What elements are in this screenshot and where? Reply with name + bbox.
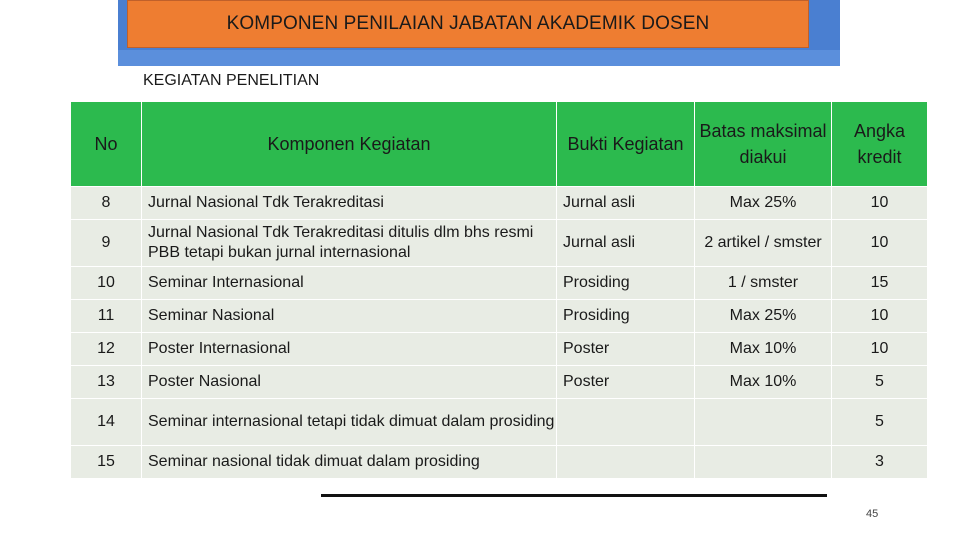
table-row	[71, 300, 928, 333]
cell-no: 13	[71, 366, 142, 399]
cell-angka: 10	[832, 220, 928, 267]
cell-bukti: Poster	[557, 333, 695, 366]
header-bukti: Bukti Kegiatan	[557, 102, 695, 187]
table-row	[71, 267, 928, 300]
credit-table	[70, 101, 928, 479]
cell-angka: 3	[832, 446, 928, 479]
table-row	[71, 399, 928, 446]
cell-no: 10	[71, 267, 142, 300]
table-row	[71, 187, 928, 220]
cell-angka: 10	[832, 333, 928, 366]
cell-angka: 15	[832, 267, 928, 300]
cell-bukti	[557, 446, 695, 479]
cell-bukti: Jurnal asli	[557, 220, 695, 267]
cell-bukti: Prosiding	[557, 300, 695, 333]
cell-no: 9	[71, 220, 142, 267]
cell-no: 11	[71, 300, 142, 333]
cell-komponen: Poster Internasional	[142, 333, 557, 366]
cell-batas: Max 10%	[695, 366, 832, 399]
cell-angka: 5	[832, 399, 928, 446]
cell-batas: Max 25%	[695, 300, 832, 333]
cell-komponen: Jurnal Nasional Tdk Terakreditasi ditulis dlm bhs resmi PBB tetapi bukan jurnal internasional	[142, 220, 557, 267]
table-header-row	[71, 102, 928, 187]
cell-komponen: Seminar internasional tetapi tidak dimuat dalam prosiding	[142, 399, 557, 446]
section-heading: KEGIATAN PENELITIAN	[143, 72, 320, 89]
cell-no: 14	[71, 399, 142, 446]
cell-komponen: Seminar Nasional	[142, 300, 557, 333]
header-batas: Batas maksimal diakui	[695, 102, 832, 187]
table-row	[71, 333, 928, 366]
cell-no: 15	[71, 446, 142, 479]
cell-angka: 10	[832, 187, 928, 220]
cell-angka: 10	[832, 300, 928, 333]
cell-komponen: Seminar Internasional	[142, 267, 557, 300]
header-no: No	[71, 102, 142, 187]
cell-bukti	[557, 399, 695, 446]
cell-batas: Max 25%	[695, 187, 832, 220]
banner-shadow	[118, 50, 840, 66]
cell-angka: 5	[832, 366, 928, 399]
cell-komponen: Poster Nasional	[142, 366, 557, 399]
table-row	[71, 446, 928, 479]
footer-divider	[321, 494, 827, 497]
cell-bukti: Jurnal asli	[557, 187, 695, 220]
header-komponen: Komponen Kegiatan	[142, 102, 557, 187]
cell-batas: 2 artikel / smster	[695, 220, 832, 267]
table-row	[71, 220, 928, 267]
header-angka: Angka kredit	[832, 102, 928, 187]
page-number: 45	[866, 508, 879, 520]
slide-title	[127, 0, 809, 48]
cell-no: 8	[71, 187, 142, 220]
cell-komponen: Jurnal Nasional Tdk Terakreditasi	[142, 187, 557, 220]
table-row	[71, 366, 928, 399]
cell-no: 12	[71, 333, 142, 366]
cell-batas: 1 / smster	[695, 267, 832, 300]
cell-batas	[695, 399, 832, 446]
cell-batas	[695, 446, 832, 479]
cell-bukti: Poster	[557, 366, 695, 399]
cell-bukti: Prosiding	[557, 267, 695, 300]
slide-title-text: KOMPONEN PENILAIAN JABATAN AKADEMIK DOSEN	[226, 13, 710, 34]
cell-komponen: Seminar nasional tidak dimuat dalam prosiding	[142, 446, 557, 479]
cell-batas: Max 10%	[695, 333, 832, 366]
